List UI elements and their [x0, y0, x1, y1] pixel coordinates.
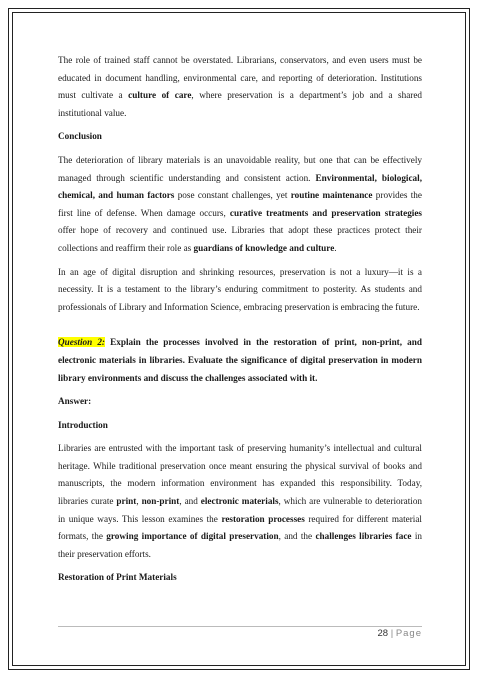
- text-run: ,: [136, 496, 142, 507]
- text-run: , and: [179, 496, 201, 507]
- question-label: Question 2:: [58, 337, 105, 348]
- text-run: provides the first line of defense. When damage occurs,: [58, 190, 422, 218]
- text-run: Libraries are entrusted with the important task of preserving humanity’s intellectual and cultural heritage. While traditional preservation once meant ensuring the physical survival of books and manuscripts, the modern information environment has expanded this responsibility. Today, libraries curate: [58, 443, 422, 507]
- paragraph-staff-training: [58, 52, 422, 122]
- text-run: pose constant challenges, yet: [174, 190, 291, 201]
- heading-answer: Answer:: [58, 396, 92, 407]
- bold-run: growing importance of digital preservation: [106, 531, 279, 542]
- bold-run: electronic materials: [200, 496, 279, 507]
- bold-run: non-print: [141, 496, 180, 507]
- text-run: required for different material formats, the: [58, 513, 422, 542]
- bold-run: routine maintenance: [290, 190, 373, 201]
- text-run: in their preservation efforts.: [58, 531, 422, 559]
- footer-divider: [58, 626, 422, 627]
- text-run: The role of trained staff cannot be overstated. Librarians, conservators, and even users must be educated in document handling, environmental care, and reporting of deterioration. Institutions must cultivate a: [58, 55, 422, 101]
- heading-conclusion: Conclusion: [58, 131, 102, 142]
- page-word: Page: [395, 628, 422, 639]
- bold-run: curative treatments and preservation strategies: [229, 207, 422, 218]
- page-content: [58, 52, 422, 593]
- paragraph-conclusion: [58, 152, 422, 258]
- bold-run: guardians of knowledge and culture: [193, 242, 335, 253]
- heading-introduction: Introduction: [58, 419, 108, 430]
- text-run: , where preservation is a department’s job and a shared institutional value.: [58, 90, 423, 118]
- page-footer: [377, 628, 422, 639]
- question-text: Explain the processes involved in the restoration of print, non-print, and electronic materials in libraries. Evaluate the significance of digital preservation in modern library environments and discuss the challenges associated with it.: [58, 337, 422, 383]
- bold-run: restoration processes: [221, 513, 305, 524]
- bold-run: Environmental, biological, chemical, and human factors: [58, 172, 422, 201]
- question-2: [58, 334, 422, 387]
- bold-run: challenges libraries face: [315, 531, 412, 542]
- heading-restoration-print: Restoration of Print Materials: [58, 572, 177, 583]
- page-number: 28: [377, 628, 389, 639]
- text-run: offer hope of recovery and continued use. Libraries that adopt these practices protect their collections and reaffirm their role as: [58, 225, 422, 253]
- paragraph-digital-disruption: In an age of digital disruption and shrinking resources, preservation is not a luxury—it is a necessity. It is a testament to the library’s enduring commitment to posterity. As students and professionals of Library and Information Science, embracing preservation is embracing the future.: [58, 266, 422, 312]
- bold-run: print: [116, 496, 137, 507]
- text-run: .: [334, 242, 337, 253]
- paragraph-introduction: [58, 440, 422, 563]
- text-run: , and the: [278, 531, 316, 542]
- bold-run: culture of care: [128, 90, 192, 101]
- text-run: The deterioration of library materials is an unavoidable reality, but one that can be effectively managed through scientific understanding and consistent action.: [58, 154, 422, 183]
- page-separator: |: [388, 628, 396, 639]
- text-run: , which are vulnerable to deterioration in unique ways. This lesson examines the: [58, 496, 423, 524]
